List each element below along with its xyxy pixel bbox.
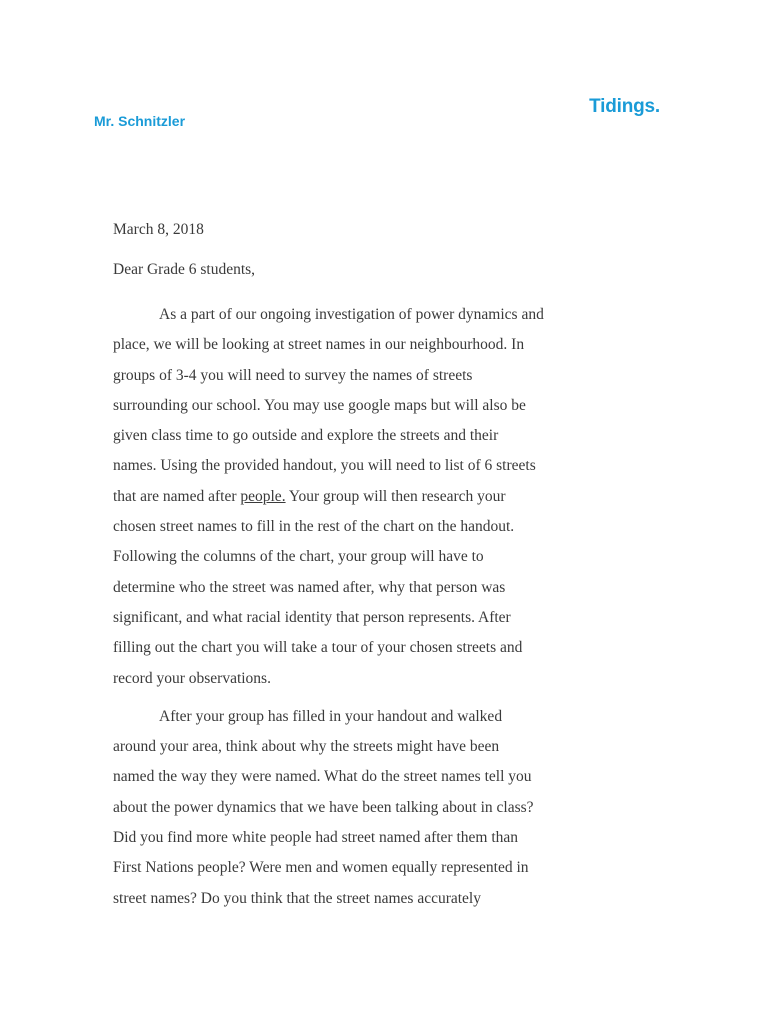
paragraph-1-part-2: Your group will then research your chosen street names to fill in the rest of the chart on the handout. Following the columns of the chart, your group will have to determine who the street was named after, why that person was significant, and what racial identity that person represents. After filling out the chart you will take a tour of your chosen streets and record your observations. bbox=[113, 487, 523, 687]
brand-logo: Tidings. bbox=[589, 96, 660, 117]
letter-greeting: Dear Grade 6 students, bbox=[113, 261, 256, 278]
paragraph-1-part-1: As a part of our ongoing investigation of power dynamics and place, we will be looking at street names in our neighbourhood. In groups of 3-4 you will need to survey the names of streets surrounding our school. You may use google maps but will also be given class time to go outside and explore the streets and their names. Using the provided handout, you will need to list of 6 streets that are named after bbox=[113, 306, 544, 505]
paragraph-1 bbox=[113, 300, 583, 694]
underlined-word: people. bbox=[240, 487, 286, 505]
author-name: Mr. Schnitzler bbox=[94, 113, 186, 129]
letter-body bbox=[113, 218, 583, 914]
letter-date: March 8, 2018 bbox=[113, 221, 204, 238]
paragraph-2: After your group has filled in your handout and walked around your area, think about why the streets might have been named the way they were named. What do the street names tell you about the power dynamics that we have been talking about in class? Did you find more white people had street named after them than First Nations people? Were men and women equally represented in street names? Do you think that the street names accurately bbox=[113, 707, 534, 907]
